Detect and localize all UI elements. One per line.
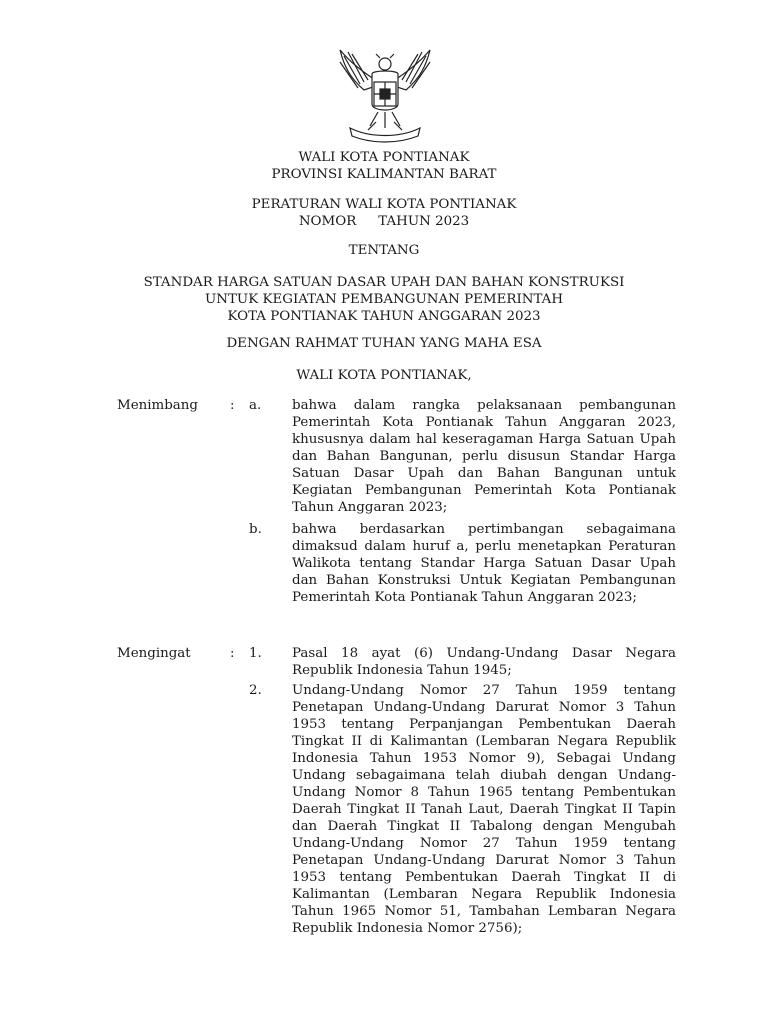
subject-block (0, 274, 768, 325)
header-block (0, 149, 768, 183)
wali-line: WALI KOTA PONTIANAK, (296, 368, 472, 383)
regulation-number (0, 213, 768, 230)
subject-line-1: STANDAR HARGA SATUAN DASAR UPAH DAN BAHAN KONSTRUKSI (143, 275, 625, 290)
rahmat-line: DENGAN RAHMAT TUHAN YANG MAHA ESA (226, 336, 542, 351)
menimbang-colon: : (230, 398, 235, 413)
regulation-block (0, 196, 768, 230)
item-number: a. (249, 398, 262, 413)
item-text: bahwa dalam rangka pelaksanaan pembangunan Pemerintah Kota Pontianak Tahun Anggaran 2023, khususnya dalam hal keseragaman Harga Satuan Upah dan Bahan Bangunan, perlu disusun Standar Harga Satuan Dasar Upah dan Bahan Bangunan untuk Kegiatan Pembangunan Pemerintah Kota Pontianak Tahun Anggaran 2023; (292, 398, 676, 515)
regulation-title: PERATURAN WALI KOTA PONTIANAK (251, 197, 517, 212)
tahun-label: TAHUN 2023 (378, 214, 470, 229)
item-text: bahwa berdasarkan pertimbangan sebagaimana dimaksud dalam huruf a, perlu menetapkan Peraturan Walikota tentang Standar Harga Satuan Dasar Upah dan Bahan Konstruksi Untuk Kegiatan Pembangunan Pemerintah Kota Pontianak Tahun Anggaran 2023; (292, 522, 676, 605)
nomor-label: NOMOR (298, 214, 357, 229)
item-number: 2. (249, 683, 262, 698)
mengingat-colon: : (230, 646, 235, 661)
item-number: 1. (249, 646, 262, 661)
menimbang-label: Menimbang (117, 398, 198, 413)
item-text: Undang-Undang Nomor 27 Tahun 1959 tentang Penetapan Undang-Undang Darurat Nomor 3 Tahun 1953 tentang Perpanjangan Pembentukan Daerah Tingkat II di Kalimantan (Lembaran Negara Republik Indonesia Tahun 1953 Nomor 9), Sebagai Undang Undang sebagaimana telah diubah dengan Undang-Undang Nomor 8 Tahun 1965 tentang Pembentukan Daerah Tingkat II Tanah Laut, Daerah Tingkat II Tapin dan Daerah Tingkat II Tabalong dengan Mengubah Undang-Undang Nomor 27 Tahun 1959 tentang Penetapan Undang-Undang Darurat Nomor 3 Tahun 1953 tentang Pembentukan Daerah Tingkat II di Kalimantan (Lembaran Negara Republik Indonesia Tahun 1965 Nomor 51, Tambahan Lembaran Negara Republik Indonesia Nomor 2756); (292, 683, 676, 936)
garuda-emblem-icon (320, 44, 450, 144)
mengingat-label: Mengingat (117, 646, 191, 661)
city-title: WALI KOTA PONTIANAK (298, 150, 470, 165)
subject-line-2: UNTUK KEGIATAN PEMBANGUNAN PEMERINTAH (205, 292, 563, 307)
item-text: Pasal 18 ayat (6) Undang-Undang Dasar Negara Republik Indonesia Tahun 1945; (292, 646, 676, 678)
subject-line-3: KOTA PONTIANAK TAHUN ANGGARAN 2023 (227, 309, 541, 324)
item-number: b. (249, 522, 262, 537)
tentang-heading: TENTANG (348, 243, 420, 258)
province-title: PROVINSI KALIMANTAN BARAT (271, 167, 497, 182)
